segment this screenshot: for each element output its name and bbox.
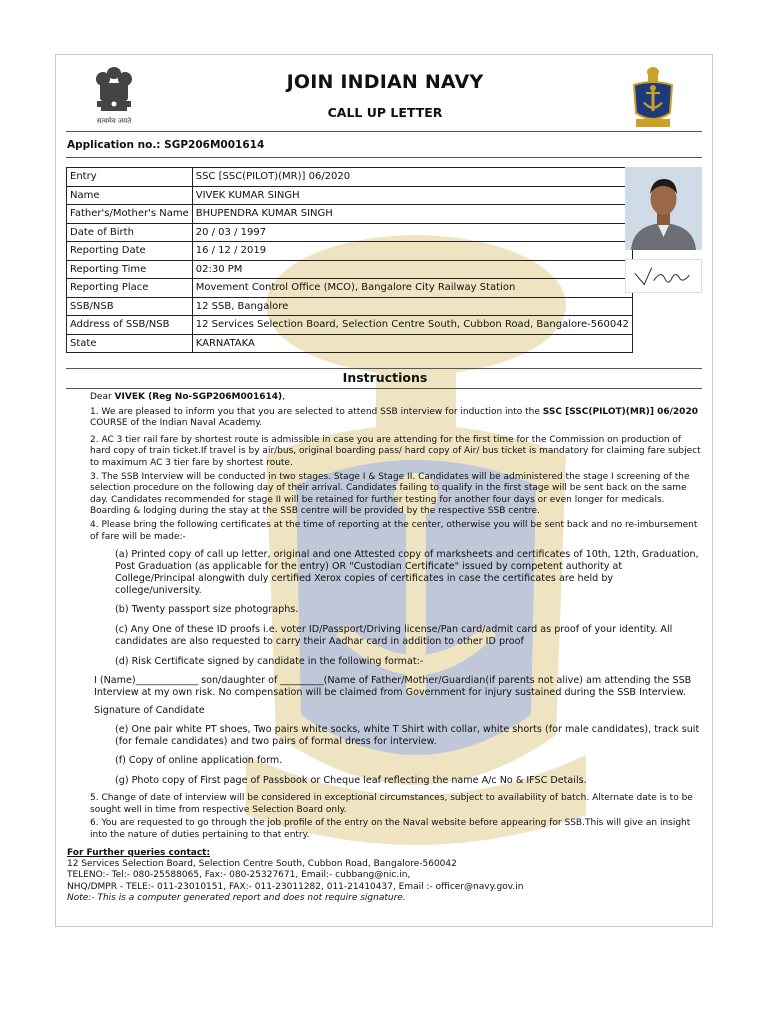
page-subtitle: CALL UP LETTER xyxy=(327,105,443,120)
contact-block xyxy=(67,848,687,904)
detail-value: Movement Control Office (MCO), Bangalore City Railway Station xyxy=(192,279,632,298)
detail-value: 20 / 03 / 1997 xyxy=(192,223,632,242)
instruction-4g: (g) Photo copy of First page of Passbook or Cheque leaf reflecting the name A/c No & IFSC Details. xyxy=(115,775,587,787)
application-number-label: Application no.: xyxy=(67,139,161,151)
detail-value: VIVEK KUMAR SINGH xyxy=(192,186,632,205)
candidate-photo xyxy=(625,167,702,250)
detail-label: Reporting Date xyxy=(67,242,193,261)
table-row xyxy=(67,205,633,224)
table-row xyxy=(67,223,633,242)
contact-ssb-phone: TELENO:- Tel:- 080-25588065, Fax:- 080-25327671, Email:- cubbang@nic.in, xyxy=(67,870,411,881)
entry-name: SSC [SSC(PILOT)(MR)] 06/2020 xyxy=(542,406,698,417)
instruction-4b: (b) Twenty passport size photographs. xyxy=(115,604,299,616)
instruction-4e: (e) One pair white PT shoes, Two pairs white socks, white T Shirt with collar, white shorts (for male candidates), track suit (for female candidates) and two pairs of formal dress for interview. xyxy=(115,724,700,748)
detail-label: Name xyxy=(67,186,193,205)
detail-value: BHUPENDRA KUMAR SINGH xyxy=(192,205,632,224)
table-row xyxy=(67,279,633,298)
greeting-name: VIVEK (Reg No-SGP206M001614) xyxy=(114,392,283,402)
page-title: JOIN INDIAN NAVY xyxy=(286,71,484,93)
candidate-signature xyxy=(625,259,702,293)
divider xyxy=(66,157,702,158)
detail-label: SSB/NSB xyxy=(67,297,193,316)
table-row xyxy=(67,297,633,316)
instruction-6: 6. You are requested to go through the job profile of the entry on the Naval website before appearing for SSB.This will give an insight into the nature of duties pertaining to that entry. xyxy=(90,818,691,840)
detail-label: Father's/Mother's Name xyxy=(67,205,193,224)
detail-label: Reporting Time xyxy=(67,260,193,279)
detail-label: Date of Birth xyxy=(67,223,193,242)
candidate-details-table xyxy=(66,167,633,353)
instruction-3: 3. The SSB Interview will be conducted in two stages. Stage I & Stage II. Candidates will be administered the stage I screening of the selection procedure on the following day of their arrival. Candidates failing to qualify in the first stage will be sent back on the same day. Candidates recommended for stage II will be retained for further testing for another four days or even longer for medicals. Boarding & lodging during the stay at the SSB centre will be provided by the respective SSB centre. xyxy=(90,471,690,517)
contact-address: 12 Services Selection Board, Selection Centre South, Cubbon Road, Bangalore-560042 xyxy=(67,859,457,870)
table-row xyxy=(67,334,633,353)
call-up-letter xyxy=(55,54,713,927)
divider xyxy=(66,388,702,389)
instruction-4a: (a) Printed copy of call up letter, original and one Attested copy of marksheets and certificates of 10th, 12th, Graduation, Post Graduation (as applicable for the entry) OR "Custodian Certificate" issued by competent authority at College/Principal alongwith duly certified Xerox copies of certificates in case the certificates are held by college/university. xyxy=(115,549,699,597)
table-row xyxy=(67,242,633,261)
instruction-4d: (d) Risk Certificate signed by candidate in the following format:- xyxy=(115,656,424,668)
instruction-5: 5. Change of date of interview will be considered in exceptional circumstances, subject to availability of batch. Alternate date is to be sought well in time from respective Selection Board only. xyxy=(90,793,693,815)
application-number-value: SGP206M001614 xyxy=(164,139,265,151)
detail-value: 02:30 PM xyxy=(192,260,632,279)
table-row xyxy=(67,316,633,335)
divider xyxy=(66,131,702,132)
greeting xyxy=(90,392,702,404)
detail-value: SSC [SSC(PILOT)(MR)] 06/2020 xyxy=(192,168,632,187)
computer-generated-note: Note:- This is a computer generated report and does not require signature. xyxy=(67,892,406,903)
detail-value: 12 SSB, Bangalore xyxy=(192,297,632,316)
detail-label: Address of SSB/NSB xyxy=(67,316,193,335)
instructions-body xyxy=(90,392,702,844)
greeting-prefix: Dear xyxy=(90,392,115,402)
instruction-2: 2. AC 3 tier rail fare by shortest route is admissible in case you are attending for the first time for the Commission on production of hard copy of train ticket.If travel is by air/bus, original boarding pass/ hard copy of Air/ bus ticket is mandatory for claiming fare subject to maximum AC 3 tier fare by shortest route. xyxy=(90,434,701,468)
instruction-1 xyxy=(90,407,702,430)
detail-value: 16 / 12 / 2019 xyxy=(192,242,632,261)
table-row xyxy=(67,168,633,187)
table-row xyxy=(67,260,633,279)
divider xyxy=(66,368,702,369)
contact-heading: For Further queries contact: xyxy=(67,848,211,858)
instructions-heading: Instructions xyxy=(342,370,428,385)
instruction-1-suffix: COURSE of the Indian Naval Academy. xyxy=(90,418,263,429)
instruction-4: 4. Please bring the following certificates at the time of reporting at the center, otherwise you will be sent back and no re-imbursement of fare will be made:- xyxy=(90,519,698,542)
detail-label: State xyxy=(67,334,193,353)
detail-label: Reporting Place xyxy=(67,279,193,298)
detail-label: Entry xyxy=(67,168,193,187)
instruction-4c: (c) Any One of these ID proofs i.e. voter ID/Passport/Driving license/Pan card/admit card as proof of your identity. All candidates are also requested to carry their Aadhar card in addition to other ID proof xyxy=(115,624,673,648)
detail-value: KARNATAKA xyxy=(192,334,632,353)
greeting-suffix: , xyxy=(282,392,286,402)
table-row xyxy=(67,186,633,205)
detail-value: 12 Services Selection Board, Selection Centre South, Cubbon Road, Bangalore-560042 xyxy=(192,316,632,335)
emblem-left-caption: सत्यमेव जयते xyxy=(96,117,132,125)
risk-declaration: I (Name)_____________ son/daughter of _________(Name of Father/Mother/Guardian(if parents not alive) am attending the SSB Interview at my own risk. No compensation will be claimed from Government for injury sustained during the SSB Interview. xyxy=(94,675,692,699)
instruction-1-text: 1. We are pleased to inform you that you are selected to attend SSB interview for induction into the xyxy=(90,406,543,417)
signature-label: Signature of Candidate xyxy=(94,705,205,717)
instruction-4f: (f) Copy of online application form. xyxy=(115,755,283,767)
application-number xyxy=(67,139,264,151)
contact-nhq-phone: NHQ/DMPR - TELE:- 011-23010151, FAX:- 011-23011282, 011-21410437, Email :- officer@navy.gov.in xyxy=(67,881,524,892)
